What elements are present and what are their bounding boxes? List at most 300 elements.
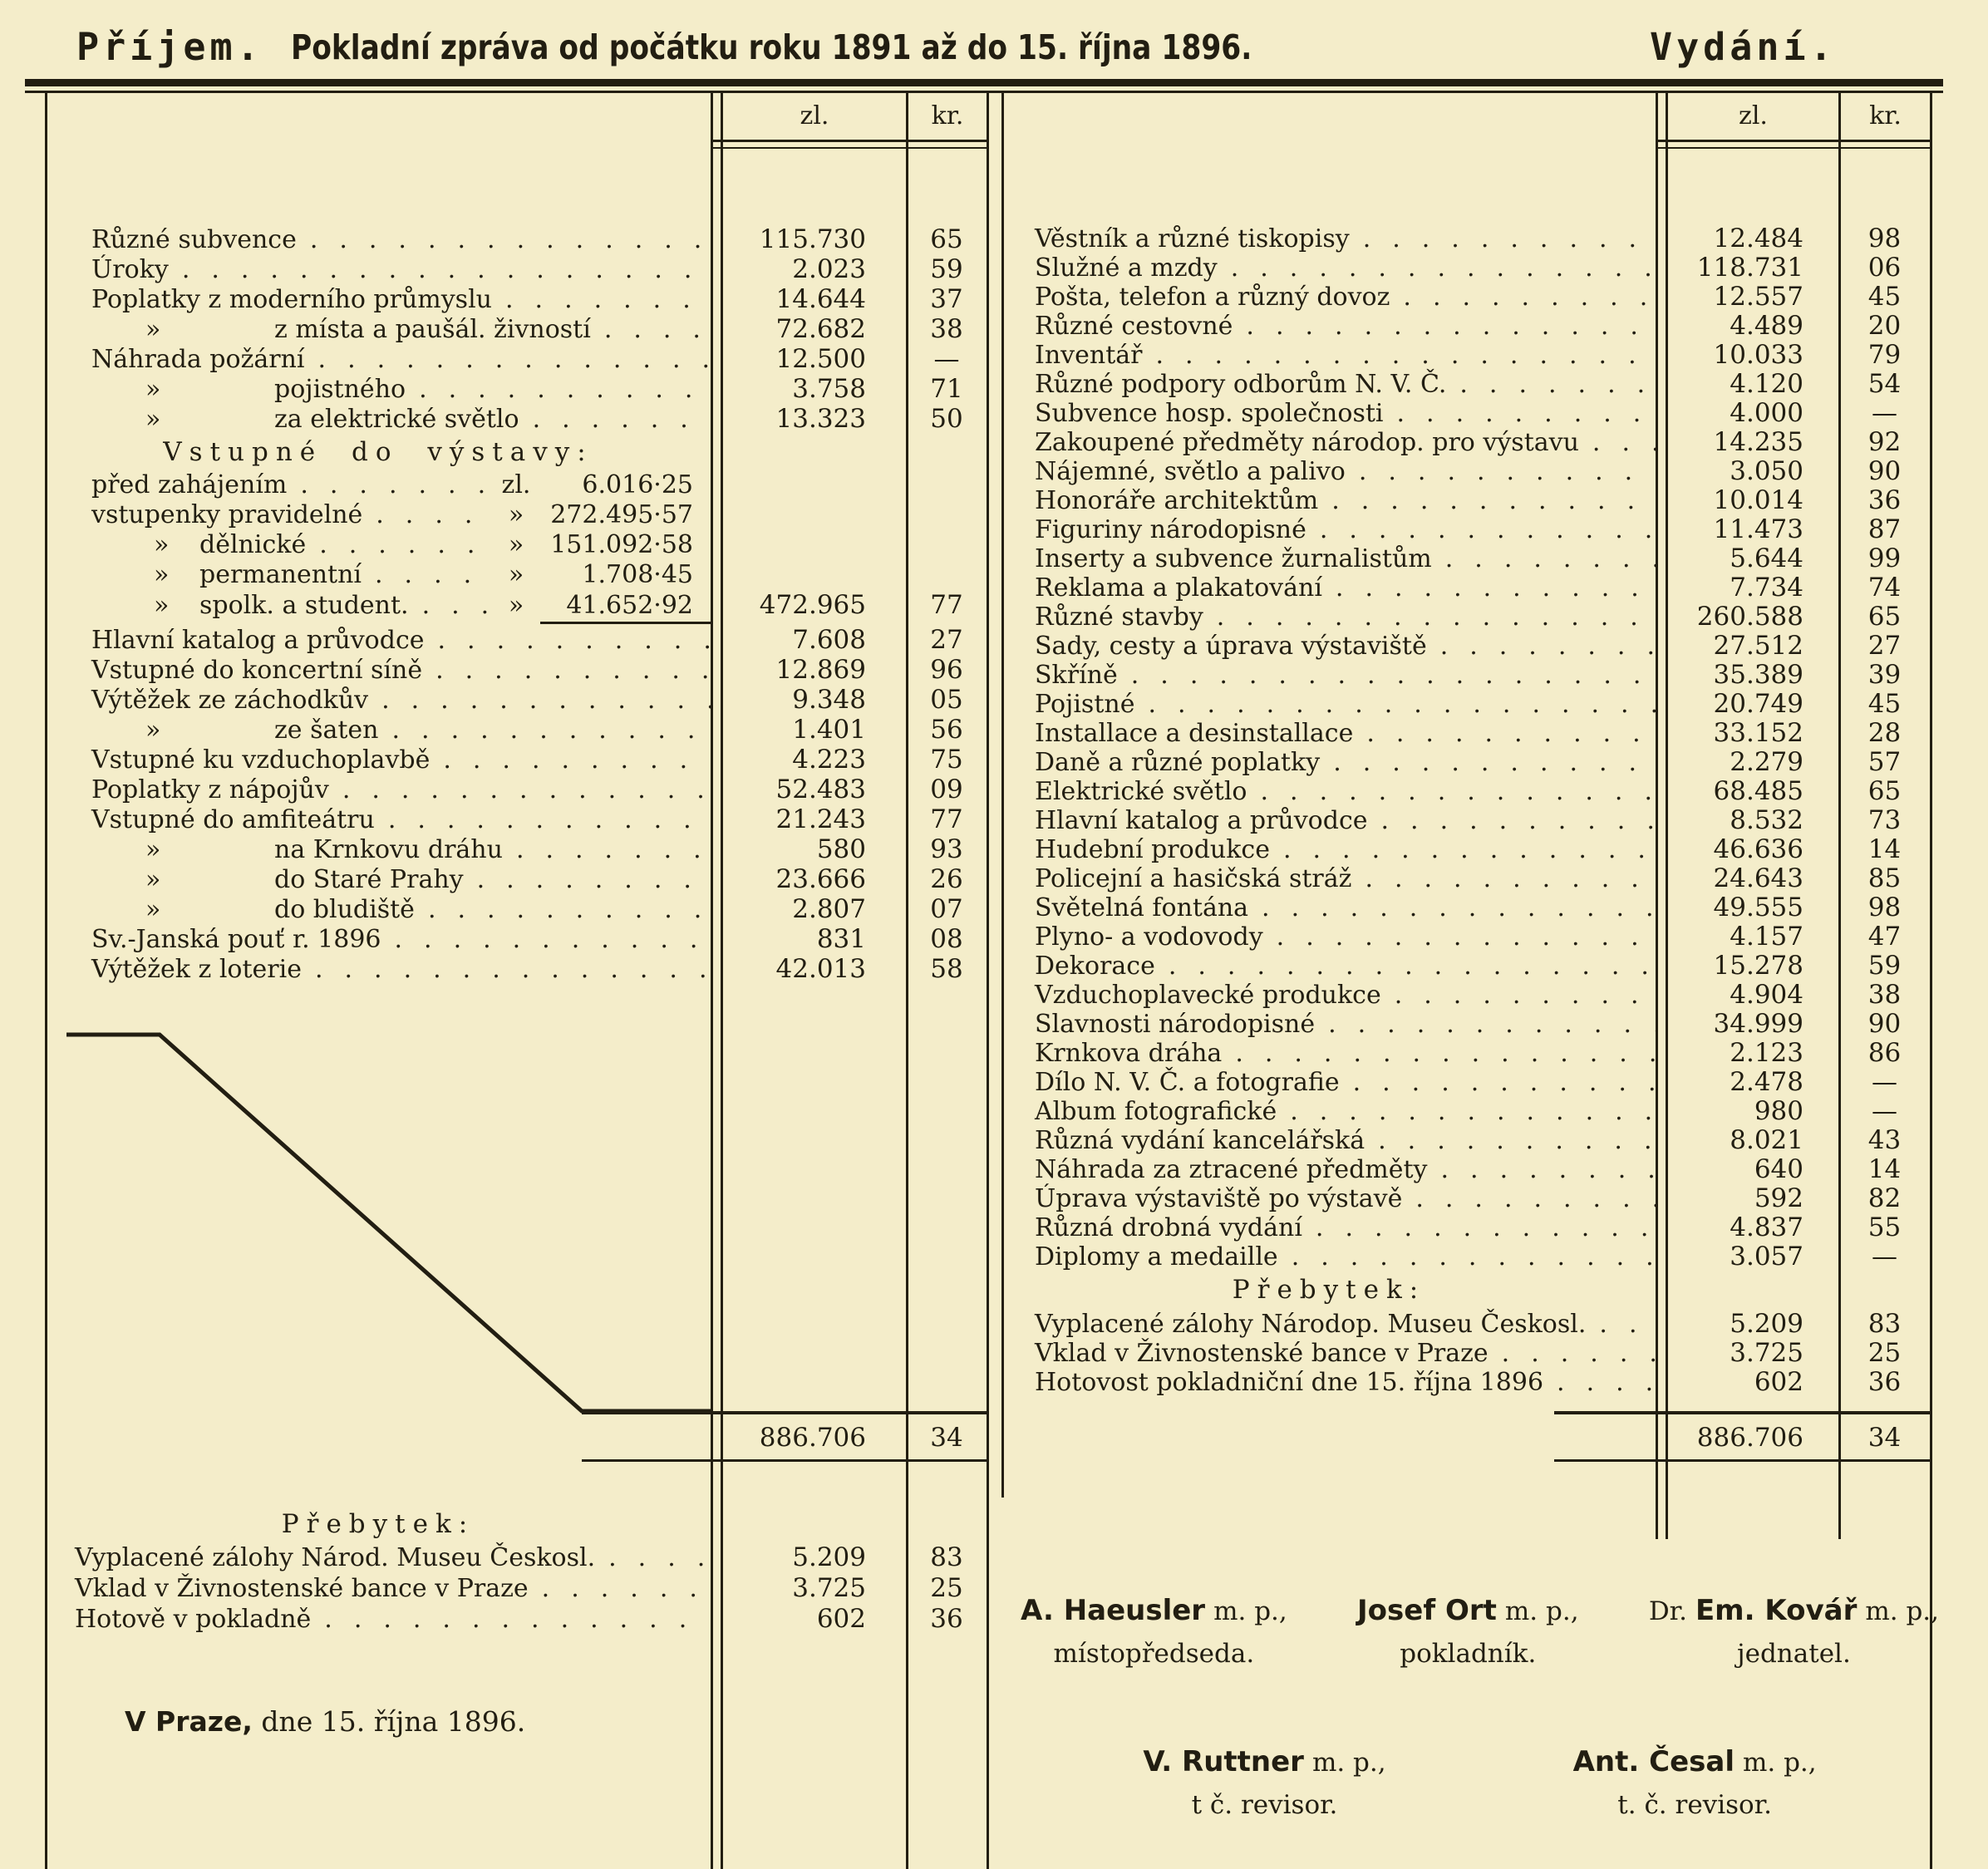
row-label: Různé subvence [91,225,297,254]
row-zl-value: 2.023 [792,254,866,284]
dot-leader [430,745,711,775]
expense-header-rule-a [1656,140,1932,142]
date-rest: dne 15. října 1896. [261,1705,526,1738]
expense-surplus-heading [1001,1271,1656,1308]
entry-row [46,530,987,560]
signature-name: A. Haeusler [1021,1594,1206,1627]
row-label: Daně a různé poplatky [1035,748,1321,777]
row-kr-value: 87 [1867,514,1902,544]
expense-total-kr: 34 [1867,1423,1902,1453]
row-label: Vklad v Živnostenské bance v Praze [1035,1339,1489,1368]
row-zl-value: 3.725 [1730,1338,1803,1368]
row-kr-value: 25 [930,1573,963,1603]
income-row [46,924,987,954]
row-zl-value: 592 [1754,1183,1803,1213]
signature-role: t č. revisor. [1191,1790,1338,1820]
signature-mp: m. p., [1311,1748,1386,1778]
income-row [46,254,987,284]
expense-row [1001,1242,1931,1271]
dot-leader [1277,1097,1656,1126]
expense-total-rule-above [1554,1411,1931,1414]
income-surplus-heading [46,1506,711,1542]
row-kr-value: 36 [1867,1367,1902,1397]
row-kr-value: 93 [930,834,963,864]
row-label: spolk. a student. [199,591,409,620]
row-zl-value: 980 [1754,1096,1803,1126]
income-row [46,284,987,314]
entry-row [46,590,987,620]
row-zl-value: 46.636 [1713,834,1803,864]
dot-leader [381,925,712,955]
row-kr-value: 79 [1867,340,1902,370]
income-header-rule-b [711,147,989,149]
signature-block [1021,1594,1939,1820]
expense-surplus-row [1001,1310,1931,1339]
row-label: Vstupné ku vzduchoplavbě [91,745,431,775]
income-total-rule-above [582,1411,987,1414]
dot-leader [1134,690,1656,719]
dot-leader [1222,1039,1656,1068]
row-zl-value: 2.123 [1730,1038,1803,1068]
row-zl-value: 4.223 [792,745,866,775]
row-label: na Krnkovu dráhu [274,835,503,864]
row-label: Vklad v Živnostenské bance v Praze [75,1574,529,1603]
row-label: za elektrické světlo [274,405,519,434]
row-zl-value: 3.725 [792,1573,866,1603]
expense-row [1001,1155,1931,1184]
row-label: Inserty a subvence žurnalistům [1035,544,1432,573]
dot-leader [422,656,711,686]
sub-item-marker: » [145,865,161,894]
row-kr-value: — [1872,398,1897,428]
entry-amount: 272.495·57 [550,500,693,529]
row-kr-value: 77 [930,804,963,834]
row-kr-value: 14 [1867,834,1902,864]
income-total-rule-below [582,1459,987,1462]
sub-item-marker: » [154,530,170,559]
row-label: Honoráře architektům [1035,486,1319,515]
row-zl-value: 12.557 [1713,282,1803,312]
income-row [46,655,987,685]
expense-row [1001,893,1931,922]
dot-leader [1368,806,1656,835]
dot-leader [1586,1310,1656,1339]
signature-mp: m. p., [1504,1596,1579,1626]
row-kr-value: 06 [1867,253,1902,283]
signature-name-line [1021,1594,1287,1627]
row-kr-value: 28 [1867,718,1902,748]
dot-leader [1155,952,1656,981]
row-zl-value: 4.904 [1730,980,1803,1010]
sub-item-marker: » [145,895,161,924]
dot-leader [1390,283,1656,312]
signature-role: jednatel. [1737,1639,1851,1669]
dot-leader [1306,515,1656,544]
row-zl-value: 13.323 [775,404,866,434]
income-kr-column-header: kr. [931,101,964,130]
row-kr-value: 47 [1867,922,1902,952]
page-title: Pokladní zpráva od počátku roku 1891 až do 15. října 1896. [291,27,1252,67]
dot-leader [1218,253,1656,283]
expense-row [1001,719,1931,748]
expense-row [1001,341,1931,370]
row-kr-value: 36 [930,1604,963,1634]
income-row [46,894,987,924]
expense-row [1001,486,1931,515]
row-label: Vyplacené zálohy Národop. Museu Českosl. [1035,1310,1587,1339]
date-line [125,1705,525,1738]
row-kr-value: 39 [1867,660,1902,690]
income-row [46,745,987,775]
row-kr-value: 45 [1867,689,1902,719]
row-label: ze šaten [274,716,379,745]
row-kr-value: 71 [930,374,963,404]
income-row [46,685,987,715]
row-label: Inventář [1035,341,1143,370]
dot-leader [311,1604,711,1635]
row-zl-value: 260.588 [1696,602,1803,632]
dot-leader [329,775,711,805]
signature-role: pokladník. [1400,1639,1537,1669]
signature-mp: m. p., [1865,1596,1939,1626]
expense-row [1001,632,1931,661]
expense-row [1001,777,1931,806]
row-label: Světelná fontána [1035,893,1249,922]
row-label: Úroky [91,255,169,284]
dot-leader [287,470,491,500]
row-kr-value: 08 [930,924,963,954]
expense-row [1001,1184,1931,1213]
row-kr-value: 50 [930,404,963,434]
expense-header-rule-b [1656,147,1932,149]
row-zl-value: 12.484 [1713,224,1803,253]
row-zl-value: 2.279 [1730,747,1803,777]
dot-leader [1320,748,1656,777]
expense-row [1001,1039,1931,1068]
income-row [46,374,987,404]
signature-role: místopředseda. [1053,1639,1255,1669]
row-label: dělnické [199,530,307,559]
row-kr-value: 82 [1867,1183,1902,1213]
row-kr-value: 90 [1867,1009,1902,1039]
row-zl-value: 10.014 [1713,485,1803,515]
row-zl-value: 4.157 [1730,922,1803,952]
row-label: Figuriny národopisné [1035,515,1306,544]
dot-leader [406,375,711,405]
dot-leader [529,1573,711,1604]
row-zl-value: 602 [816,1604,866,1634]
row-zl-value: 12.869 [775,655,866,685]
row-kr-value: 14 [1867,1154,1902,1184]
row-zl-value: 34.999 [1713,1009,1803,1039]
dot-leader [368,686,711,716]
dot-leader [297,225,711,255]
row-label: Vstupné do koncertní síně [91,656,423,685]
row-label: Výtěžek ze záchodkův [91,686,369,715]
signature-mp: m. p., [1742,1748,1817,1778]
row-kr-value: — [1872,1242,1897,1271]
income-row [46,954,987,984]
currency-unit: » [508,560,524,589]
expense-zl-column-header: zl. [1739,101,1768,130]
dot-leader [1384,399,1657,428]
expense-row [1001,952,1931,981]
row-kr-value: 98 [1867,224,1902,253]
row-kr-value: 83 [930,1542,963,1572]
dot-leader [1318,486,1656,515]
expense-surplus-row [1001,1368,1931,1397]
dot-leader [1263,922,1656,952]
row-kr-value: — [933,344,960,374]
row-zl-value: 11.473 [1713,514,1803,544]
entry-amount: 6.016·25 [582,470,693,499]
dot-leader [1489,1339,1656,1368]
row-zl-value: 118.731 [1696,253,1803,283]
dot-leader [1203,603,1656,632]
row-zl-value: 24.643 [1713,863,1803,893]
dot-leader [1428,1155,1657,1184]
row-kr-value: 59 [930,254,963,284]
dot-leader [1118,661,1656,690]
row-zl-value: 472.965 [759,590,866,620]
row-label: Různé stavby [1035,603,1203,632]
signature [1143,1745,1385,1820]
income-section-label: Příjem. [76,25,263,69]
expense-row [1001,457,1931,486]
row-label: z místa a paušál. živností [274,315,591,344]
row-kr-value: 65 [1867,602,1902,632]
dot-leader [1446,370,1656,399]
row-label: Věstník a různé tiskopisy [1035,224,1350,253]
entry-row [46,470,987,500]
expense-row [1001,806,1931,835]
row-kr-value: 45 [1867,282,1902,312]
dot-leader [169,255,711,285]
sub-item-marker: » [154,560,170,589]
entry-amount: 41.652·92 [566,591,693,620]
dot-leader [409,591,491,621]
entry-subtotal-rule [540,622,711,624]
sub-item-marker: » [154,591,170,620]
row-label: Hudební produkce [1035,835,1270,864]
dot-leader [1351,864,1656,893]
dot-leader [1579,428,1656,457]
expense-row [1001,1010,1931,1039]
expense-total-rule-below [1554,1459,1931,1462]
row-kr-value: 75 [930,745,963,775]
row-zl-value: 1.401 [792,715,866,745]
dot-leader [302,955,711,985]
row-kr-value: 77 [930,590,963,620]
top-rule-thick [25,79,1943,86]
expense-row [1001,864,1931,893]
dot-leader [306,530,491,560]
expense-row [1001,1126,1931,1155]
entry-section-heading-text: Vstupné do výstavy: [163,437,593,467]
row-zl-value: 4.120 [1730,369,1803,399]
row-label: Pošta, telefon a různý dovoz [1035,283,1390,312]
expense-row [1001,283,1931,312]
income-header-rule-a [711,140,989,142]
row-zl-value: 20.749 [1713,689,1803,719]
entry-row [46,560,987,590]
expense-row [1001,1213,1931,1242]
sub-item-marker: » [145,716,161,745]
row-kr-value: 65 [1867,776,1902,806]
row-kr-value: 56 [930,715,963,745]
dot-leader [1322,573,1656,603]
signature-name: Ant. Česal [1572,1745,1735,1778]
entry-amount: 1.708·45 [582,560,693,589]
signature-name: Josef Ort [1357,1594,1497,1627]
row-kr-value: 65 [930,224,963,254]
row-zl-value: 72.682 [775,314,866,344]
row-zl-value: 5.644 [1730,543,1803,573]
row-zl-value: 3.758 [792,374,866,404]
dot-leader [1402,1184,1656,1213]
dot-leader [1233,312,1656,341]
expense-kr-column-header: kr. [1869,101,1902,130]
row-zl-value: 35.389 [1713,660,1803,690]
income-row [46,715,987,745]
expense-surplus-heading-text: Přebytek: [1232,1275,1426,1305]
dot-leader [1142,341,1656,370]
dot-leader [503,835,711,865]
row-zl-value: 49.555 [1713,893,1803,922]
expense-row [1001,515,1931,544]
dot-leader [375,805,711,835]
currency-unit: » [508,500,524,529]
entry-amount: 151.092·58 [550,530,693,559]
signature-name: V. Ruttner [1143,1745,1304,1778]
row-label: Dílo N. V. Č. a fotografie [1035,1068,1340,1097]
row-zl-value: 2.478 [1730,1067,1803,1097]
row-zl-value: 42.013 [775,954,866,984]
row-zl-value: 602 [1754,1367,1803,1397]
row-kr-value: 73 [1867,805,1902,835]
row-label: Vyplacené zálohy Národ. Museu Českosl. [75,1543,596,1572]
row-zl-value: 2.807 [792,894,866,924]
row-label: Plyno- a vodovody [1035,922,1263,952]
row-label: Hotovost pokladniční dne 15. října 1896 [1035,1368,1544,1397]
row-label: permanentní [199,560,362,589]
row-label: Zakoupené předměty národop. pro výstavu [1035,428,1579,457]
signature-name: Em. Kovář [1695,1594,1858,1627]
dot-leader [1302,1213,1656,1242]
row-label: Krnkova dráha [1035,1039,1223,1068]
income-surplus-heading-text: Přebytek: [281,1509,475,1539]
row-zl-value: 7.608 [792,625,866,655]
row-zl-value: 14.235 [1713,427,1803,457]
row-label: Poplatky z moderního průmyslu [91,285,492,314]
sub-item-marker: » [145,315,161,344]
signature-name-line [1573,1745,1817,1778]
income-total-kr: 34 [930,1423,963,1453]
row-kr-value: 07 [930,894,963,924]
row-kr-value: 27 [1867,631,1902,661]
dot-leader [425,626,711,656]
row-kr-value: 57 [1867,747,1902,777]
row-zl-value: 580 [816,834,866,864]
row-zl-value: 640 [1754,1154,1803,1184]
row-label: Slavnosti národopisné [1035,1010,1316,1039]
row-label: Sv.-Janská pouť r. 1896 [91,925,381,954]
dot-leader [1381,981,1656,1010]
date-place: V Praze, [125,1705,253,1738]
row-label: před zahájením [91,470,288,499]
row-zl-value: 4.837 [1730,1212,1803,1242]
expense-row [1001,370,1931,399]
row-zl-value: 68.485 [1713,776,1803,806]
row-label: Vstupné do amfiteátru [91,805,375,834]
signature-name-line [1649,1594,1939,1627]
row-label: Výtěžek z loterie [91,955,302,984]
row-zl-value: 3.050 [1730,456,1803,486]
row-kr-value: 43 [1867,1125,1902,1155]
row-kr-value: 98 [1867,893,1902,922]
row-label: Různá vydání kancelářská [1035,1126,1366,1155]
dot-leader [362,500,491,530]
expense-row [1001,981,1931,1010]
row-label: Sady, cesty a úprava výstaviště [1035,632,1427,661]
dot-leader [1247,777,1657,806]
row-label: Hlavní katalog a průvodce [1035,806,1368,835]
row-kr-value: — [1872,1067,1897,1097]
row-zl-value: 4.000 [1730,398,1803,428]
dot-leader [1427,632,1656,661]
expense-row [1001,428,1931,457]
row-kr-value: 37 [930,284,963,314]
row-kr-value: 20 [1867,311,1902,341]
row-zl-value: 9.348 [792,685,866,715]
row-label: Dekorace [1035,952,1155,981]
dot-leader [1340,1068,1656,1097]
row-label: Vzduchoplavecké produkce [1035,981,1381,1010]
row-label: Náhrada požární [91,345,305,374]
dot-leader [1346,457,1656,486]
row-kr-value: 90 [1867,456,1902,486]
expense-total-row [1001,1416,1931,1459]
expense-row [1001,224,1931,253]
row-label: Náhrada za ztracené předměty [1035,1155,1428,1184]
row-label: Nájemné, světlo a palivo [1035,457,1346,486]
row-kr-value: 83 [1867,1309,1902,1339]
row-kr-value: 09 [930,775,963,804]
dot-leader [1365,1126,1656,1155]
signature [1021,1594,1287,1669]
signature-prefix: Dr. [1648,1596,1687,1626]
row-zl-value: 831 [816,924,866,954]
row-zl-value: 5.209 [1730,1309,1803,1339]
income-row [46,224,987,254]
expense-total-zl: 886.706 [1696,1423,1803,1453]
signature-mp: m. p., [1213,1596,1287,1626]
row-zl-value: 8.532 [1730,805,1803,835]
signature [1357,1594,1579,1669]
row-zl-value: 7.734 [1730,573,1803,603]
row-label: Diplomy a medaille [1035,1242,1278,1271]
dot-leader [1350,224,1656,253]
entry-section-heading [46,434,711,470]
row-kr-value: 86 [1867,1038,1902,1068]
sub-item-marker: » [145,405,161,434]
expense-row [1001,1097,1931,1126]
dot-leader [595,1542,711,1573]
row-kr-value: 26 [930,864,963,894]
row-kr-value: 55 [1867,1212,1902,1242]
sub-item-marker: » [145,835,161,864]
expense-row [1001,544,1931,573]
